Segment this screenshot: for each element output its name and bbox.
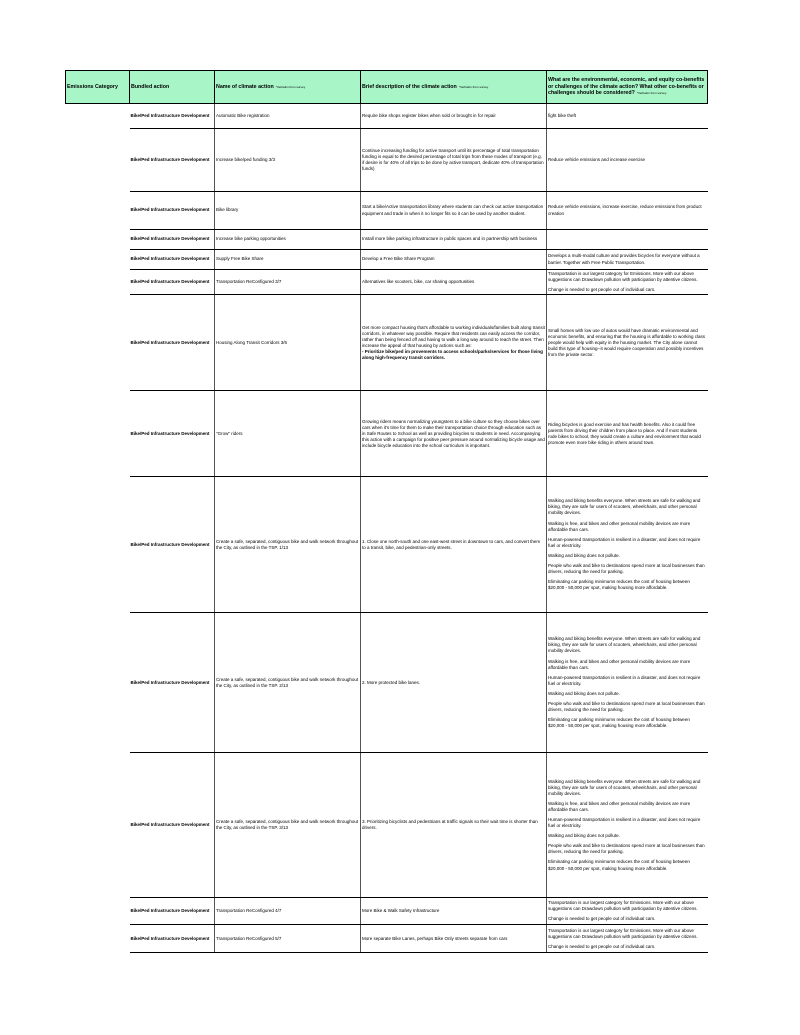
table-row xyxy=(66,129,708,192)
description-cell[interactable] xyxy=(361,613,547,753)
header-row xyxy=(66,71,708,104)
emissions-category-cell[interactable] xyxy=(66,753,130,898)
cobenefit-paragraph: People who walk and bike to destinations spend more at local businesses than drivers, reducing the need for parking. xyxy=(548,562,705,574)
bundled-action-cell[interactable]: Bike/Ped Infrastructure Development xyxy=(130,230,215,250)
action-name-cell[interactable]: Create a safe, separated, contiguous bike and walk network throughout the City, as outlined in the TSP. 2/13 xyxy=(215,613,361,753)
emissions-category-cell[interactable] xyxy=(66,898,130,925)
header-climate-action-name[interactable]: Name of climate action *Verbatim from survey xyxy=(215,71,361,104)
header-name-hint: *Verbatim from survey xyxy=(275,84,306,89)
description-paragraph: More Bike & Walk Safety Infrastructure xyxy=(362,908,440,914)
table-row xyxy=(66,230,708,250)
description-paragraph: Start a bike/Active transportation library where students can check out active transportation equipment and trade in when it no longer fits so it can be used by another student. xyxy=(362,204,544,216)
emissions-category-cell[interactable] xyxy=(66,270,130,295)
action-name-cell[interactable]: Supply Free Bike Share xyxy=(215,250,361,270)
emissions-category-cell[interactable] xyxy=(66,129,130,192)
bundled-action-cell[interactable]: Bike/Ped Infrastructure Development xyxy=(130,104,215,129)
cobenefit-paragraph: Walking and biking does not pollute. xyxy=(548,690,620,696)
header-description[interactable]: Brief description of the climate action *Verbatim from survey xyxy=(361,71,547,104)
table-row xyxy=(66,250,708,270)
spreadsheet-page xyxy=(65,70,707,953)
bundled-action-cell[interactable]: Bike/Ped Infrastructure Development xyxy=(130,477,215,613)
cobenefit-paragraph: Human-powered transportation is resilient in a disaster, and does not require fuel or electricity. xyxy=(548,817,701,829)
cobenefit-paragraph: Human-powered transportation is resilient in a disaster, and does not require fuel or electricity. xyxy=(548,674,701,686)
description-cell[interactable] xyxy=(361,477,547,613)
description-paragraph: Alternatives like scooters, bike, car sharing opportunities xyxy=(362,279,475,285)
description-cell[interactable] xyxy=(361,129,547,192)
cobenefit-paragraph: Walking is free, and bikes and other personal mobility devices are more affordable than cars. xyxy=(548,801,691,813)
action-name-cell[interactable]: Automatic Bike registration xyxy=(215,104,361,129)
bundled-action-cell[interactable]: Bike/Ped Infrastructure Development xyxy=(130,250,215,270)
bundled-action-cell[interactable]: Bike/Ped Infrastructure Development xyxy=(130,753,215,898)
description-cell[interactable] xyxy=(361,104,547,129)
description-cell[interactable] xyxy=(361,925,547,953)
cobenefit-paragraph: Change is needed to get people out of individual cars. xyxy=(548,916,656,922)
header-cobenefits-hint: *Verbatim from survey xyxy=(636,91,667,96)
cobenefits-cell[interactable] xyxy=(547,295,708,391)
cobenefit-paragraph: Eliminating car parking minimums reduces the cost of housing between $20,000 - 50,000 per spot, making housing more affordable. xyxy=(548,578,690,590)
emissions-category-cell[interactable] xyxy=(66,295,130,391)
description-cell[interactable] xyxy=(361,192,547,230)
cobenefit-paragraph: Reduce vehicle emissions and increase exercise xyxy=(548,156,646,162)
table-row xyxy=(66,898,708,925)
description-emphasis: - Prioritize bike/ped im provements to access schools/parks/services for those living along high-frequency transit corridors. xyxy=(362,348,543,360)
table-row xyxy=(66,295,708,391)
emissions-category-cell[interactable] xyxy=(66,250,130,270)
cobenefit-paragraph: Walking and biking does not pollute. xyxy=(548,833,620,839)
description-cell[interactable] xyxy=(361,391,547,477)
action-name-cell[interactable]: Increase bike/ped funding 3/3 xyxy=(215,129,361,192)
cobenefit-paragraph: Eliminating car parking minimums reduces the cost of housing between $20,000 - 50,000 per spot, making housing more affordable. xyxy=(548,716,690,728)
table-row xyxy=(66,613,708,753)
table-row xyxy=(66,391,708,477)
cobenefit-paragraph: Human-powered transportation is resilient in a disaster, and does not require fuel or electricity. xyxy=(548,536,701,548)
table-row xyxy=(66,270,708,295)
action-name-cell[interactable]: Transportation ReConfigured 5/7 xyxy=(215,925,361,953)
cobenefit-paragraph: Walking and biking benefits everyone. When streets are safe for walking and biking, they are safe for users of scooters, wheelchairs, and other personal mobility devices. xyxy=(548,778,701,796)
description-paragraph: 3. Prioritizing bicyclists and pedestrians at traffic signals so their wait time is shorter than drivers. xyxy=(362,819,538,831)
emissions-category-cell[interactable] xyxy=(66,192,130,230)
description-cell[interactable] xyxy=(361,230,547,250)
cobenefits-cell[interactable] xyxy=(547,250,708,270)
cobenefits-cell[interactable] xyxy=(547,230,708,250)
cobenefit-paragraph: Walking is free, and bikes and other personal mobility devices are more affordable than cars. xyxy=(548,658,691,670)
cobenefits-cell[interactable] xyxy=(547,270,708,295)
cobenefits-cell[interactable] xyxy=(547,753,708,898)
cobenefit-paragraph: People who walk and bike to destinations spend more at local businesses than drivers, reducing the need for parking. xyxy=(548,843,705,855)
bundled-action-cell[interactable]: Bike/Ped Infrastructure Development xyxy=(130,391,215,477)
cobenefit-paragraph: Transportation is our largest category for Emissions. More with our above suggestions can Drawdown pollution with participation by attentive citizens. xyxy=(548,927,698,939)
bundled-action-cell[interactable]: Bike/Ped Infrastructure Development xyxy=(130,898,215,925)
action-name-cell[interactable]: Create a safe, separated, contiguous bike and walk network throughout the City, as outlined in the TSP. 3/13 xyxy=(215,753,361,898)
description-paragraph: Require bike shops register bikes when sold or brought in for repair xyxy=(362,112,496,118)
description-paragraph: Develop a Free Bike Share Program xyxy=(362,256,435,262)
cobenefits-cell[interactable] xyxy=(547,613,708,753)
action-name-cell[interactable]: "Grow" riders xyxy=(215,391,361,477)
cobenefit-paragraph: Transportation is our largest category for Emissions. More with our above suggestions can Drawdown pollution with participation by attentive citizens. xyxy=(548,271,698,283)
cobenefits-cell[interactable] xyxy=(547,192,708,230)
action-name-cell[interactable]: Housing Along Transit Corridors 3/6 xyxy=(215,295,361,391)
bundled-action-cell[interactable]: Bike/Ped Infrastructure Development xyxy=(130,613,215,753)
cobenefit-paragraph: People who walk and bike to destinations spend more at local businesses than drivers, reducing the need for parking. xyxy=(548,700,705,712)
cobenefit-paragraph: Small homes with low use of autos would have dramatic environmental and economic benefits, and ensuring that the housing is affordable to working class people would help with equity in the housing market. The City alone cannot build this type of housing--it would require cooperation and possibly incentives from the private sector. xyxy=(548,327,706,357)
cobenefits-cell[interactable] xyxy=(547,391,708,477)
cobenefit-paragraph: Change is needed to get people out of individual cars. xyxy=(548,943,656,949)
description-cell[interactable] xyxy=(361,250,547,270)
header-bundled-action[interactable]: Bundled action xyxy=(130,71,215,104)
bundled-action-cell[interactable]: Bike/Ped Infrastructure Development xyxy=(130,129,215,192)
bundled-action-cell[interactable]: Bike/Ped Infrastructure Development xyxy=(130,295,215,391)
header-description-hint: *Verbatim from survey xyxy=(458,84,489,89)
cobenefits-cell[interactable] xyxy=(547,477,708,613)
cobenefit-paragraph: Reduce vehicle emissions, increase exercise, reduce emissions from product creation xyxy=(548,204,702,216)
emissions-category-cell[interactable] xyxy=(66,925,130,953)
action-name-cell[interactable]: Transportation ReConfigured 3/7 xyxy=(215,270,361,295)
cobenefits-cell[interactable] xyxy=(547,129,708,192)
bundled-action-cell[interactable]: Bike/Ped Infrastructure Development xyxy=(130,925,215,953)
description-paragraph: Get more compact housing that's affordable to working individuals/families built along transit corridors, in whatever way possible. Require that residents can easily access the corridor, rather than being fenced off and having to walk a long way around to reach the street. Then increase the appeal of that housing by actions such as: xyxy=(362,324,545,348)
description-paragraph: 1. Close one north-south and one east-west street in downtown to cars, and convert them to a transit, bike, and pedestrian-only streets. xyxy=(362,538,541,550)
table-row xyxy=(66,753,708,898)
climate-actions-table xyxy=(65,70,708,953)
cobenefit-paragraph: Walking and biking benefits everyone. When streets are safe for walking and biking, they are safe for users of scooters, wheelchairs, and other personal mobility devices. xyxy=(548,498,701,516)
description-paragraph: Continue increasing funding for active transport until its percentage of total transportation funding is equal to the desired percentage of total trips from these modes of transport (e.g. if desire is for 40% of all trips to be done by active transport, dedicate 40% of transportation funds) xyxy=(362,147,544,172)
description-cell[interactable] xyxy=(361,270,547,295)
table-row xyxy=(66,925,708,953)
cobenefit-paragraph: fight bike theft xyxy=(548,112,577,118)
description-cell[interactable] xyxy=(361,753,547,898)
cobenefits-cell[interactable] xyxy=(547,898,708,925)
description-paragraph: 2. More protected bike lanes. xyxy=(362,679,421,685)
emissions-category-cell[interactable] xyxy=(66,104,130,129)
action-name-cell[interactable]: Transportation ReConfigured 4/7 xyxy=(215,898,361,925)
cobenefits-cell[interactable] xyxy=(547,104,708,129)
description-paragraph: Install more bike parking infrastructure in public spaces and in partnership with business xyxy=(362,236,538,242)
cobenefit-paragraph: Walking and biking benefits everyone. When streets are safe for walking and biking, they are safe for users of scooters, wheelchairs, and other personal mobility devices. xyxy=(548,636,701,654)
emissions-category-cell[interactable] xyxy=(66,230,130,250)
description-cell[interactable] xyxy=(361,898,547,925)
action-name-cell[interactable]: Bike library xyxy=(215,192,361,230)
cobenefit-paragraph: Eliminating car parking minimums reduces the cost of housing between $20,000 - 50,000 per spot, making housing more affordable. xyxy=(548,859,690,871)
emissions-category-cell[interactable] xyxy=(66,477,130,613)
bundled-action-cell[interactable]: Bike/Ped Infrastructure Development xyxy=(130,270,215,295)
cobenefit-paragraph: Riding bicycles is good exercise and has health benefits. Also it could free parents from driving their children from place to place. And if most students rode bikes to school, they would create a culture and environment that would promote even more bike riding in others around town. xyxy=(548,421,701,445)
emissions-category-cell[interactable] xyxy=(66,391,130,477)
table-row xyxy=(66,104,708,129)
header-cobenefits[interactable]: What are the environmental, economic, and equity co-benefits or challenges of the climate action? What other co-benefits or challenges should be considered? *Verbatim from survey xyxy=(547,71,708,104)
cobenefit-paragraph: Transportation is our largest category for Emissions. More with our above suggestions can Drawdown pollution with participation by attentive citizens. xyxy=(548,900,698,912)
emissions-category-cell[interactable] xyxy=(66,613,130,753)
description-cell[interactable] xyxy=(361,295,547,391)
action-name-cell[interactable]: Increase bike parking opportunities xyxy=(215,230,361,250)
cobenefit-paragraph: Develops a multi-modal culture and provides bicycles for everyone without a barrier. Together with Free Public Transportation. xyxy=(548,253,700,265)
action-name-cell[interactable]: Create a safe, separated, contiguous bike and walk network throughout the City, as outlined in the TSP. 1/13 xyxy=(215,477,361,613)
table-row xyxy=(66,192,708,230)
cobenefit-paragraph: Walking is free, and bikes and other personal mobility devices are more affordable than cars. xyxy=(548,520,691,532)
description-paragraph: Growing riders means normalizing youngsters to a bike culture so they choose bikes over cars when it's time for them to make their transportation choice through education such as in Safe Routes to School as well as providing bicycles to students in need. Accompanying this action with a campaign for positive peer pressure around normalizing bicycle usage and include bicycle education into the school curriculum is important. xyxy=(362,418,545,448)
table-row xyxy=(66,477,708,613)
bundled-action-cell[interactable]: Bike/Ped Infrastructure Development xyxy=(130,192,215,230)
header-emissions-category[interactable]: Emissions Category xyxy=(66,71,130,104)
cobenefit-paragraph: Walking and biking does not pollute. xyxy=(548,552,620,558)
cobenefits-cell[interactable] xyxy=(547,925,708,953)
cobenefit-paragraph: Change is needed to get people out of individual cars. xyxy=(548,287,656,293)
description-paragraph: More separate Bike Lanes, perhaps Bike Only streets separate from cars xyxy=(362,935,508,941)
